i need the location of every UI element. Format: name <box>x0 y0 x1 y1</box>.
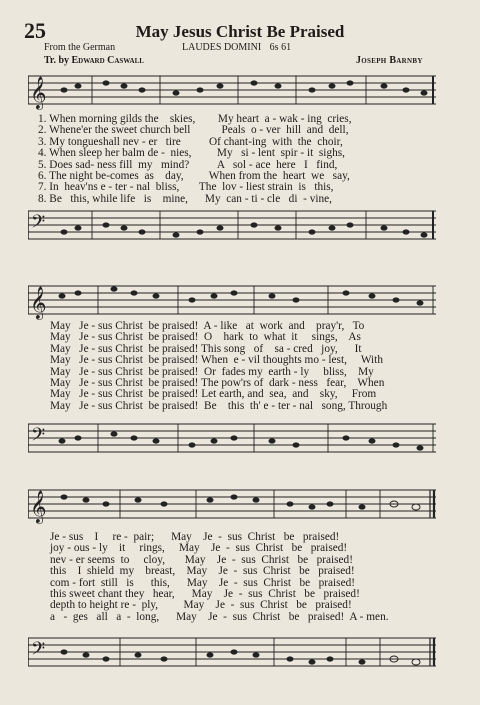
verse-line: 6. The night be-comes as day, When from the heart we say, <box>38 170 350 182</box>
staff-bass-3 <box>28 632 436 672</box>
source-credit: From the German <box>44 42 116 53</box>
svg-text:𝄞: 𝄞 <box>30 286 47 319</box>
tune-name: LAUDES DOMINI <box>182 42 262 53</box>
verse-line: 5. Does sad- ness fill my mind? A sol - ace here I find, <box>38 158 338 171</box>
staff-treble-2 <box>28 280 436 320</box>
translator-name: Edward Caswall <box>71 55 144 66</box>
verse-line: a - ges all a - long, May Je - sus Christ be praised! A - men. <box>50 610 389 623</box>
translator-prefix: Tr. by <box>44 55 70 66</box>
staff-bass-2 <box>28 418 436 458</box>
verse-line: Je - sus I re - pair; May Je - sus Christ be praised! <box>50 531 340 543</box>
verse-line: May Je - sus Christ be praised! O hark to what it sings, As <box>50 331 361 344</box>
staff-bass-1 <box>28 205 436 245</box>
verse-line: May Je - sus Christ be praised! Or fades my earth - ly bliss, My <box>50 365 374 378</box>
verse-line: this sweet chant they hear, May Je - sus Christ be praised! <box>50 588 360 600</box>
tune-credit <box>182 42 291 53</box>
verse-line: May Je - sus Christ be praised! Be this th' e - ter - nal song, Through <box>50 399 388 412</box>
svg-text:𝄞: 𝄞 <box>30 490 47 523</box>
verse-line: 2. Whene'er the sweet church bell Peals o - ver hill and dell, <box>38 124 349 137</box>
verse-line: May Je - sus Christ be praised! Let earth, and sea, and sky, From <box>50 388 377 401</box>
verse-line: May Je - sus Christ be praised! A - like at work and pray'r, To <box>50 320 365 332</box>
verse-line: joy - ous - ly it rings, May Je - sus Christ be praised! <box>50 542 348 555</box>
staff-treble-3 <box>28 484 436 524</box>
verse-line: May Je - sus Christ be praised! This song of sa - cred joy, It <box>50 342 362 355</box>
verse-line: May Je - sus Christ be praised! When e - vil thoughts mo - lest, With <box>50 354 383 367</box>
hymn-number: 25 <box>24 18 46 43</box>
verse-line: 8. Be this, while life is mine, My can - ti - cle di - vine, <box>38 192 332 205</box>
meter: 6s 61 <box>269 42 292 53</box>
verse-line: 7. In heav'ns e - ter - nal bliss, The lov - liest strain is this, <box>38 181 334 194</box>
staff-treble-1 <box>28 70 436 110</box>
svg-text:𝄞: 𝄞 <box>30 76 47 109</box>
verse-line: this I shield my breast, May Je - sus Christ be praised! <box>50 565 355 578</box>
verse-line: com - fort still is this, May Je - sus Christ be praised! <box>50 576 355 589</box>
svg-text:𝄢: 𝄢 <box>31 425 46 450</box>
svg-text:𝄢: 𝄢 <box>31 639 46 664</box>
svg-text:𝄢: 𝄢 <box>31 212 46 237</box>
composer-credit: Joseph Barnby <box>356 55 423 66</box>
verse-line: May Je - sus Christ be praised! The pow'rs of dark - ness fear, When <box>50 377 385 389</box>
verse-line: 4. When sleep her balm de - nies, My si - lent spir - it sighs, <box>38 147 345 160</box>
verse-line: 1. When morning gilds the skies, My heart a - wak - ing cries, <box>38 113 352 125</box>
verse-line: depth to height re - ply, May Je - sus Christ be praised! <box>50 599 352 612</box>
translator-credit <box>44 55 144 66</box>
verse-line: nev - er seems to cloy, May Je - sus Christ be praised! <box>50 553 353 566</box>
verse-line: 3. My tongueshall nev - er tire Of chant-ing with the choir, <box>38 135 343 148</box>
hymn-title: May Jesus Christ Be Praised <box>135 22 345 41</box>
